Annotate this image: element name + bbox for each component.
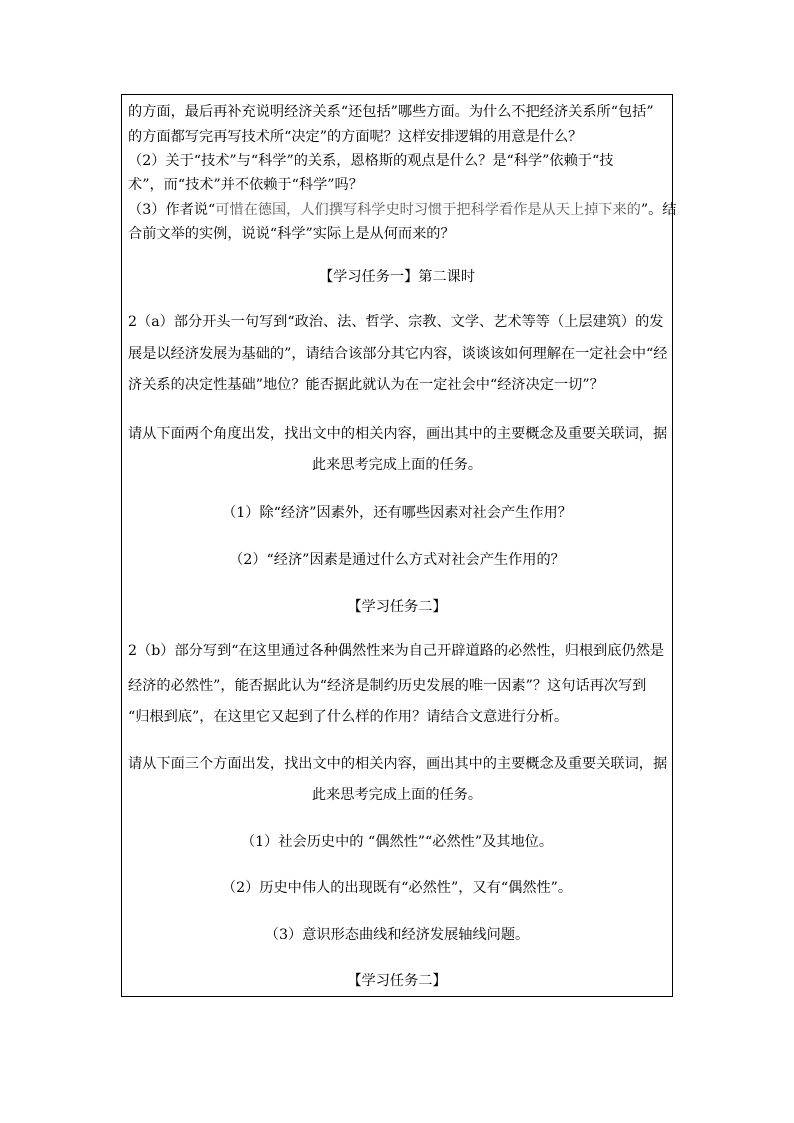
question-3-line: 合前文举的实例，说说“科学”实际上是从何而来的？ [128,226,455,242]
instruction-line: 此来思考完成上面的任务。 [311,457,483,473]
question-3-line [128,200,677,220]
section-heading-task-2b: 【学习任务二】 [347,973,447,989]
task-b-line: 经济的必然性”，能否据此认为“经济是制约历史发展的唯一因素”？这句话再次写到 [128,678,647,694]
quoted-text: 可惜在德国，人们撰写科学史时习惯于把科学看作是从天上掉下来的 [215,202,641,218]
question-3-prefix: （3）作者说“ [128,202,216,218]
angle-item: （1）除“经济”因素外，还有哪些因素对社会产生作用？ [222,505,572,521]
instruction-line: 请从下面三个方面出发，找出文中的相关内容，画出其中的主要概念及重要关联词，据 [128,756,668,772]
task-b-line: “归根到底”，在这里它又起到了什么样的作用？请结合文意进行分析。 [128,709,569,725]
task-a-line: 2（a）部分开头一句写到“政治、法、哲学、宗教、文学、艺术等等（上层建筑）的发 [128,314,664,330]
question-2-line: （2）关于“技术”与“科学”的关系，恩格斯的观点是什么？是“科学”依赖于“技 [128,153,614,169]
content-table-cell [121,94,677,997]
instruction-line: 请从下面两个角度出发，找出文中的相关内容，画出其中的主要概念及重要关联词，据 [128,426,668,442]
angle-item: （2）“经济”因素是通过什么方式对社会产生作用的？ [229,552,565,568]
question-3-suffix: ”。结 [640,202,677,218]
question-2-line: 术”，而“技术”并不依赖于“科学”吗？ [128,177,363,193]
paragraph-line: 的方面，最后再补充说明经济关系“还包括”哪些方面。为什么不把经济关系所“包括” [128,104,654,120]
paragraph-line: 的方面都写完再写技术所“决定”的方面呢？这样安排逻辑的用意是什么？ [128,129,583,145]
instruction-line: 此来思考完成上面的任务。 [311,787,483,803]
task-b-line: 2（b）部分写到“在这里通过各种偶然性来为自己开辟道路的必然性，归根到底仍然是 [128,643,665,659]
section-heading-task-1: 【学习任务一】第二课时 [318,269,476,285]
task-a-line: 济关系的决定性基础”地位？能否据此就认为在一定社会中“经济决定一切”？ [128,377,604,393]
aspect-item: （3）意识形态曲线和经济发展轴线问题。 [264,927,530,943]
aspect-item: （2）历史中伟人的出现既有“必然性”，又有“偶然性”。 [221,880,573,896]
section-heading-task-2: 【学习任务二】 [347,599,447,615]
aspect-item: （1）社会历史中的 “偶然性”“必然性”及其地位。 [240,834,554,850]
task-a-line: 展是以经济发展为基础的”，请结合该部分其它内容，谈谈该如何理解在一定社会中“经 [128,346,668,362]
